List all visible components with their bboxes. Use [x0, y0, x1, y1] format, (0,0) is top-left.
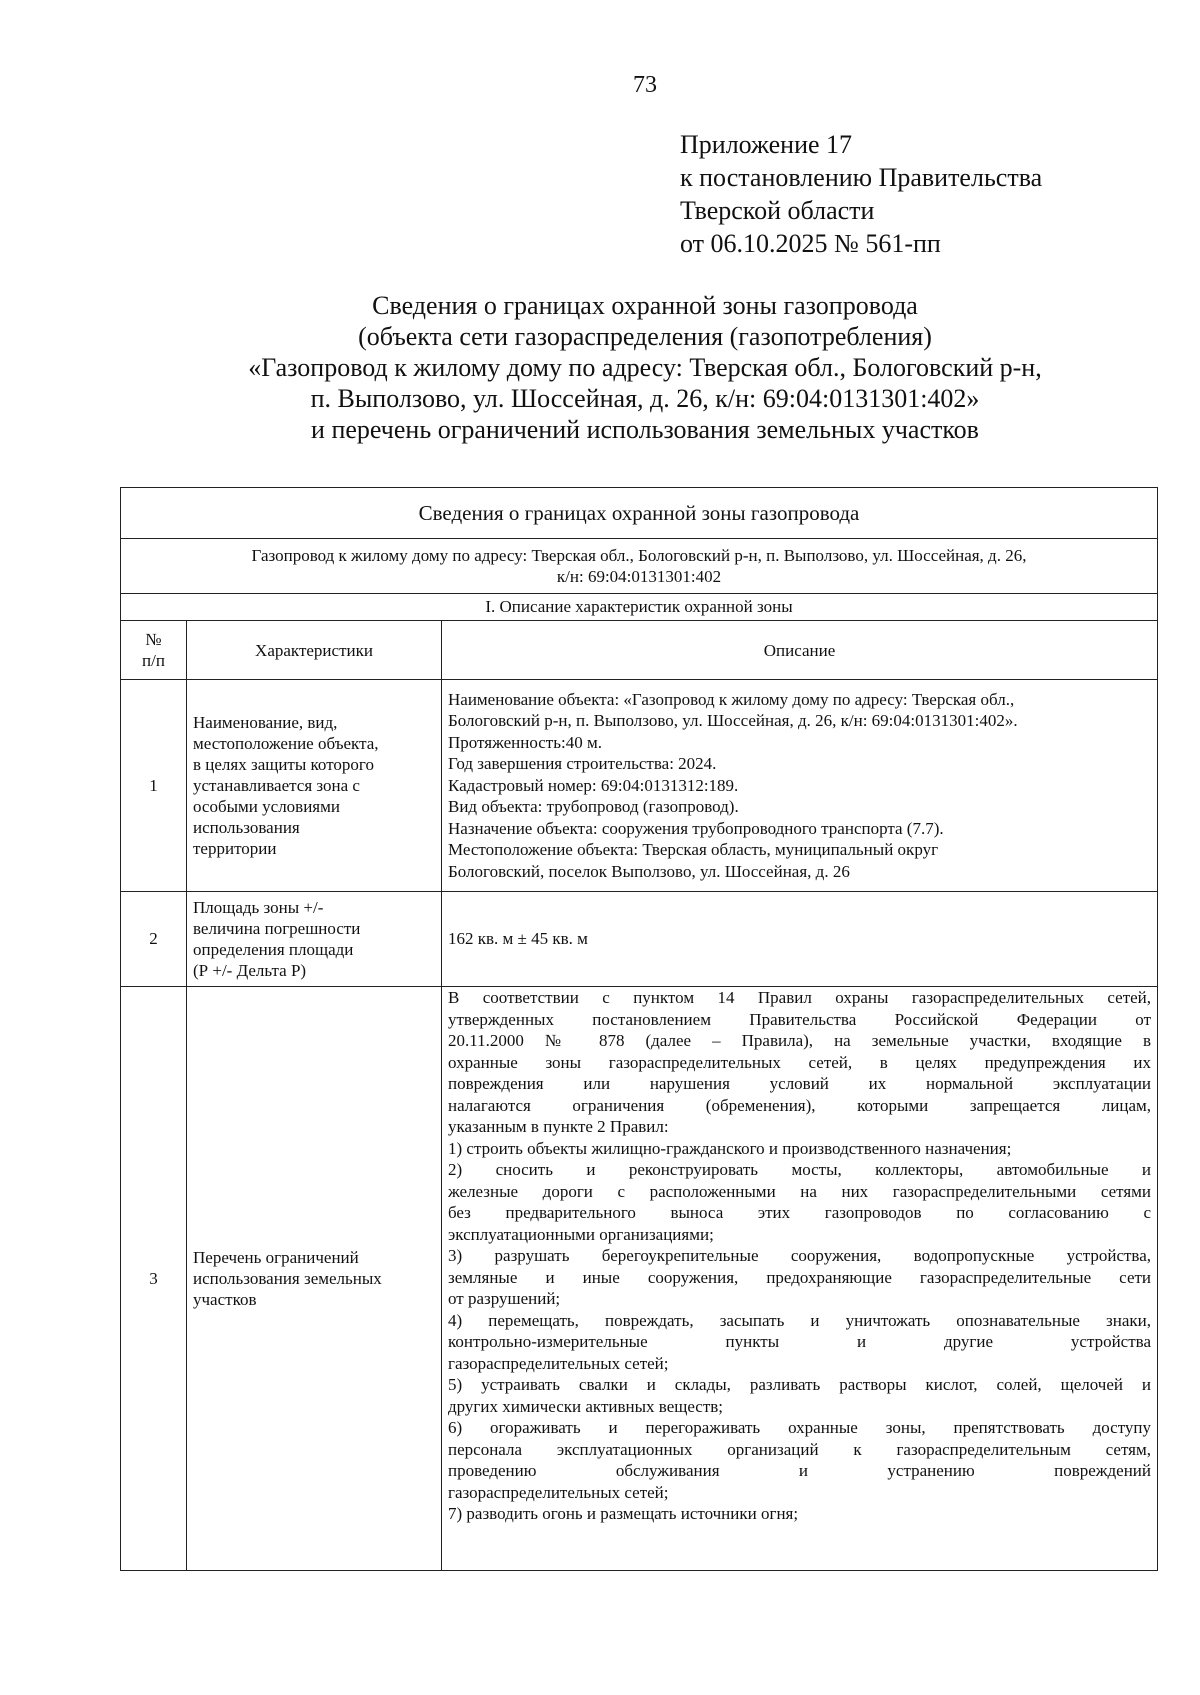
description-line: эксплуатационными организациями;	[448, 1224, 714, 1244]
object-header-line: Газопровод к жилому дому по адресу: Тверская обл., Бологовский р-н, п. Выползово, ул. Шоссейная, д. 26,	[251, 546, 1027, 565]
row-characteristic	[187, 987, 442, 1571]
document-title	[0, 290, 1200, 445]
description-line: Бологовский, поселок Выползово, ул. Шоссейная, д. 26	[448, 861, 850, 881]
description-line: других химически активных веществ;	[448, 1396, 724, 1416]
row-number: 2	[121, 892, 187, 987]
description-line: В соответствии с пунктом 14 Правил охраны газораспределительных сетей,	[448, 988, 1152, 1007]
description-line: без предварительного выноса этих газопроводов по согласованию с	[448, 1203, 1152, 1222]
characteristic-line: Наименование, вид,	[193, 713, 338, 732]
description-line: налагаются ограничения (обременения), которыми запрещается лицам,	[448, 1095, 1152, 1115]
description-line: земляные и иные сооружения, предохраняющие газораспределительные сети	[448, 1267, 1152, 1287]
description-line: утвержденных постановлением Правительства Российской Федерации от	[448, 1009, 1152, 1029]
description-line: 20.11.2000 № 878 (далее – Правила), на земельные участки, входящие в	[448, 1031, 1152, 1050]
characteristic-line: использования земельных	[193, 1269, 382, 1288]
appendix-line: Приложение 17	[680, 130, 853, 159]
characteristic-line: особыми условиями	[193, 797, 340, 816]
table-row	[121, 892, 1158, 987]
table-main-header: Сведения о границах охранной зоны газопровода	[121, 488, 1158, 539]
description-line: газораспределительных сетей;	[448, 1482, 669, 1502]
description-line: персонала эксплуатационных организаций к газораспределительным сетям,	[448, 1439, 1152, 1459]
characteristic-line: участков	[193, 1290, 257, 1309]
description-line: проведению обслуживания и устранению повреждений	[448, 1461, 1152, 1480]
description-line: газораспределительных сетей;	[448, 1353, 669, 1373]
title-line: Сведения о границах охранной зоны газопровода	[372, 291, 918, 320]
appendix-line: Тверской области	[680, 196, 875, 225]
description-line: железные дороги с расположенными на них газораспределительными сетями	[448, 1181, 1152, 1201]
description-line: 5) устраивать свалки и склады, разливать растворы кислот, солей, щелочей и	[448, 1375, 1152, 1394]
description-line: 6) огораживать и перегораживать охранные зоны, препятствовать доступу	[448, 1418, 1152, 1437]
description-line: контрольно-измерительные пункты и другие устройства	[448, 1332, 1152, 1351]
characteristic-line: Перечень ограничений	[193, 1248, 359, 1267]
description-line: Местоположение объекта: Тверская область, муниципальный округ	[448, 840, 939, 860]
description-line: Назначение объекта: сооружения трубопроводного транспорта (7.7).	[448, 818, 944, 838]
characteristic-line: величина погрешности	[193, 919, 361, 938]
title-line: и перечень ограничений использования земельных участков	[311, 415, 979, 444]
column-header-num-line: №	[145, 630, 162, 649]
row-number: 1	[121, 680, 187, 892]
description-line: Наименование объекта: «Газопровод к жилому дому по адресу: Тверская обл.,	[448, 689, 1015, 709]
page-number: 73	[633, 72, 657, 98]
row-description	[442, 892, 1158, 987]
section-title: I. Описание характеристик охранной зоны	[121, 594, 1158, 621]
description-line: от разрушений;	[448, 1289, 561, 1308]
characteristic-line: Площадь зоны +/-	[193, 898, 324, 917]
characteristic-line: определения площади	[193, 940, 354, 959]
row-number: 3	[121, 987, 187, 1571]
table-row	[121, 680, 1158, 892]
table-object-header	[121, 539, 1158, 594]
description-line: 7) разводить огонь и размещать источники огня;	[448, 1504, 799, 1523]
appendix-line: к постановлению Правительства	[680, 163, 1043, 192]
column-header-characteristics: Характеристики	[187, 621, 442, 680]
title-line: п. Выползово, ул. Шоссейная, д. 26, к/н: 69:04:0131301:402»	[310, 384, 980, 413]
description-line: Год завершения строительства: 2024.	[448, 754, 717, 774]
row-characteristic	[187, 680, 442, 892]
row-characteristic	[187, 892, 442, 987]
object-header-line: к/н: 69:04:0131301:402	[556, 567, 722, 586]
description-line: указанным в пункте 2 Правил:	[448, 1117, 669, 1136]
description-line: Кадастровый номер: 69:04:0131312:189.	[448, 775, 739, 795]
appendix-block	[680, 128, 1042, 260]
description-line: Протяженность:40 м.	[448, 732, 602, 752]
description-line: охранные зоны газораспределительных сетей, в целях предупреждения их	[448, 1052, 1152, 1072]
column-header-num-line: п/п	[142, 651, 165, 670]
characteristic-line: территории	[193, 839, 277, 858]
description-line: Вид объекта: трубопровод (газопровод).	[448, 797, 739, 817]
column-header-description: Описание	[442, 621, 1158, 680]
characteristic-line: в целях защиты которого	[193, 755, 374, 774]
row-description	[442, 680, 1158, 892]
characteristic-line: использования	[193, 818, 300, 837]
description-line: Бологовский р-н, п. Выползово, ул. Шоссейная, д. 26, к/н: 69:04:0131301:402».	[448, 711, 1018, 731]
row-description	[442, 987, 1158, 1571]
description-line: 1) строить объекты жилищно-гражданского и производственного назначения;	[448, 1138, 1012, 1158]
description-line: 162 кв. м ± 45 кв. м	[448, 929, 588, 949]
appendix-line: от 06.10.2025 № 561-пп	[680, 229, 941, 258]
table-row	[121, 987, 1158, 1571]
characteristic-line: устанавливается зона с	[193, 776, 360, 795]
zone-table	[120, 487, 1158, 1571]
characteristic-line: (Р +/- Дельта Р)	[193, 961, 307, 980]
description-line: 3) разрушать берегоукрепительные сооружения, водопропускные устройства,	[448, 1246, 1152, 1265]
column-header-num	[121, 621, 187, 680]
description-line: 2) сносить и реконструировать мосты, коллекторы, автомобильные и	[448, 1160, 1152, 1179]
description-line: 4) перемещать, повреждать, засыпать и уничтожать опознавательные знаки,	[448, 1310, 1152, 1330]
description-line: повреждения или нарушения условий их нормальной эксплуатации	[448, 1074, 1152, 1093]
title-line: (объекта сети газораспределения (газопотребления)	[358, 322, 932, 351]
title-line: «Газопровод к жилому дому по адресу: Тверская обл., Бологовский р-н,	[248, 353, 1042, 382]
characteristic-line: местоположение объекта,	[193, 734, 379, 753]
